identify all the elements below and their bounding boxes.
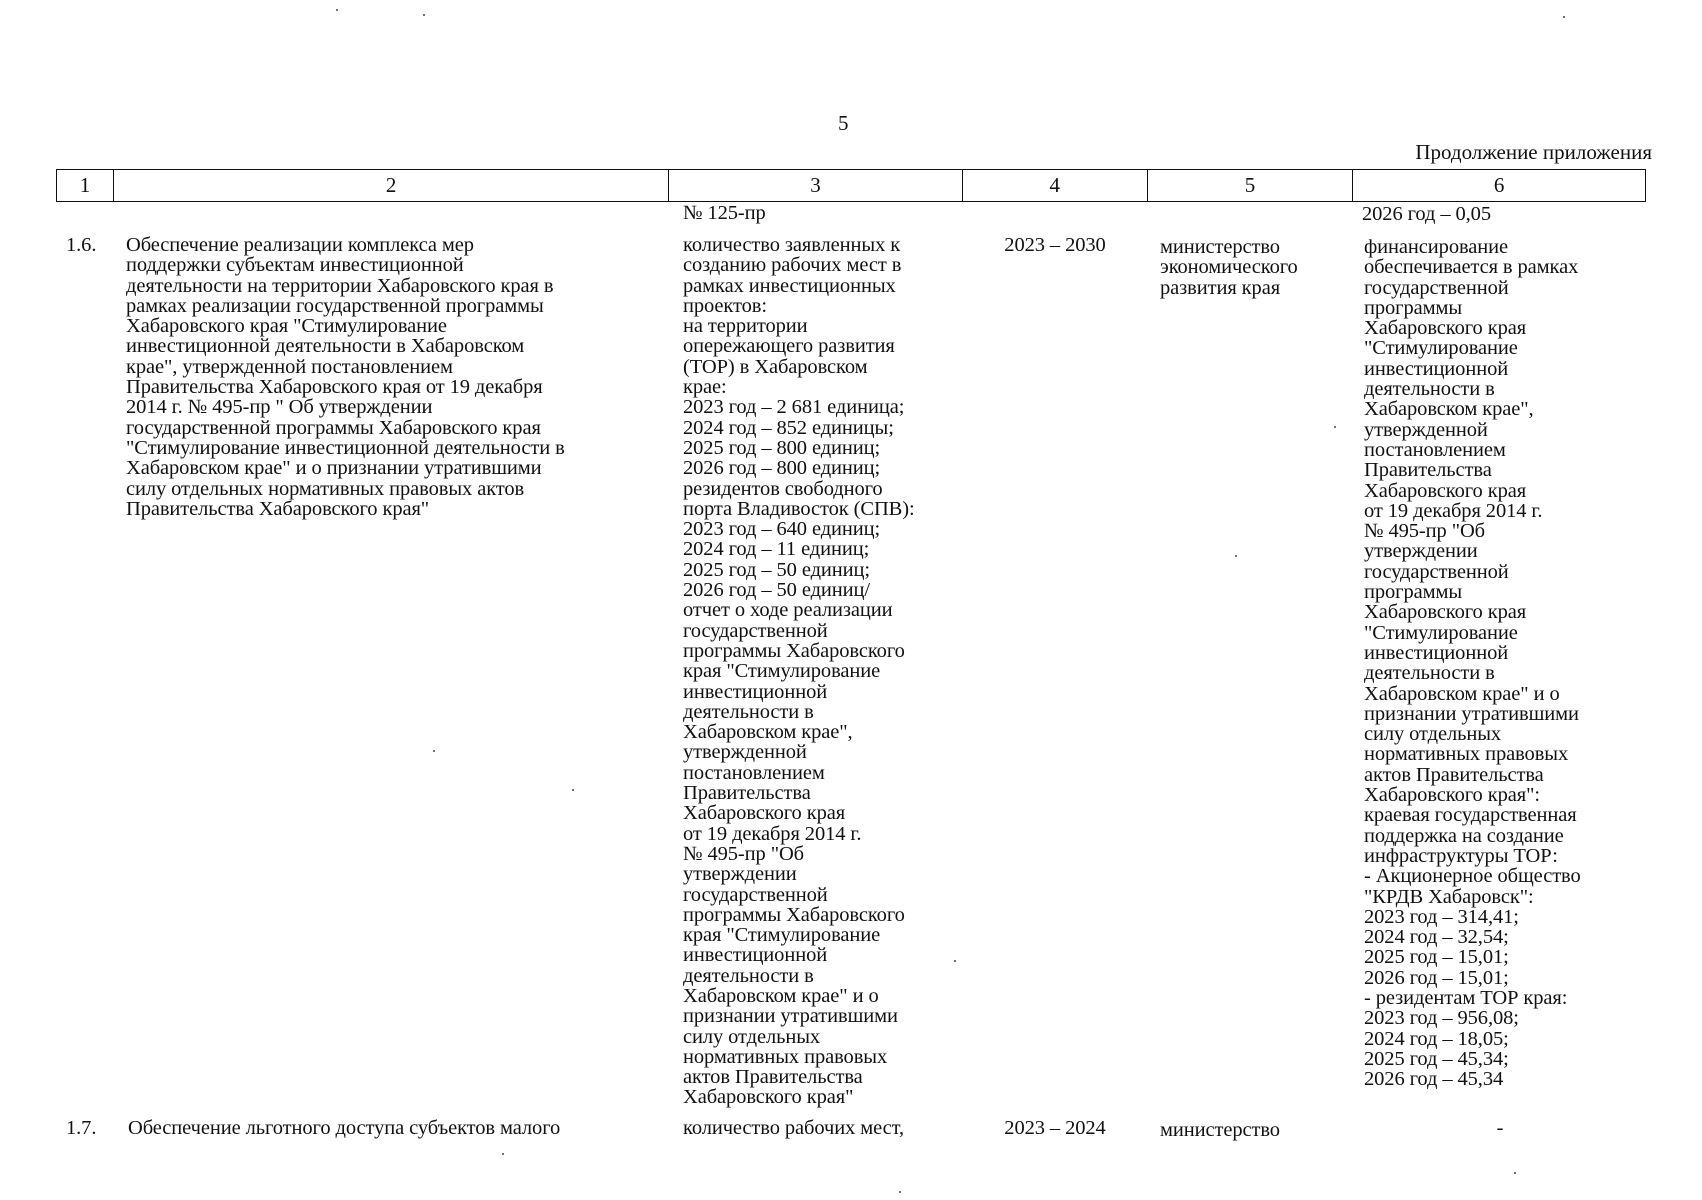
row-1-6-indicator: количество заявленных к созданию рабочих мест в рамках инвестиционных проектов: на территории опережающего развития (ТОР) в Хабаровском крае: 2023 год – 2 681 единица; 2024 год – 852 единицы; 2025 год – 800 единиц; 2026 год – 800 единиц; резидентов свободного порта Владивосток (СПВ): 2023 год – 640 единиц; 2024 год – 11 единиц; 2025 год – 50 единиц; 2026 год – 50 единиц/ отчет о ходе реализации государственной программы Хабаровского края "Стимулирование инвестиционной деятельности в Хабаровском крае", утвержденной постановлением Правительства Хабаровского края от 19 декабря 2014 г. № 495-пр "Об утверждении государственной программы Хабаровского края "Стимулирование инвестиционной деятельности в Хабаровском крае" и о признании утратившими силу отдельных нормативных правовых актов Правительства Хабаровского края": [683, 234, 915, 1109]
scan-speck: [899, 1191, 901, 1193]
column-header-5: 5: [1148, 170, 1354, 201]
scan-speck: [433, 750, 435, 752]
scan-speck: [1563, 16, 1565, 18]
row-1-7-period: 2023 – 2024: [1004, 1117, 1106, 1139]
table-header-row: [56, 169, 1646, 202]
row-1-6-measure: Обеспечение реализации комплекса мер поддержки субъектам инвестиционной деятельности на территории Хабаровского края в рамках реализации государственной программы Хабаровского края "Стимулирование инвестиционной деятельности в Хабаровском крае", утвержденной постановлением Правительства Хабаровского края от 19 декабря 2014 г. № 495-пр " Об утверждении государственной программы Хабаровского края "Стимулирование инвестиционной деятельности в Хабаровском крае" и о признании утратившими силу отдельных нормативных правовых актов Правительства Хабаровского края": [126, 234, 565, 520]
carryover-col6: 2026 год – 0,05: [1362, 203, 1491, 225]
scan-speck: [1334, 426, 1336, 428]
continuation-label: Продолжение приложения: [1415, 140, 1652, 164]
page-number: 5: [838, 111, 849, 135]
row-1-7-executor: министерство: [1160, 1119, 1280, 1141]
row-1-6-executor: министерство экономического развития края: [1160, 236, 1298, 299]
row-1-7-indicator: количество рабочих мест,: [683, 1117, 904, 1139]
row-1-6-period: 2023 – 2030: [1004, 234, 1106, 256]
scan-speck: [1514, 1172, 1516, 1174]
scan-speck: [423, 14, 425, 16]
column-header-3: 3: [669, 170, 963, 201]
row-1-6-financing: финансирование обеспечивается в рамках государственной программы Хабаровского края "Стимулирование инвестиционной деятельности в Хабаровском крае", утвержденной постановлением Правительства Хабаровского края от 19 декабря 2014 г. № 495-пр "Об утверждении государственной программы Хабаровского края "Стимулирование инвестиционной деятельности в Хабаровском крае" и о признании утратившими силу отдельных нормативных правовых актов Правительства Хабаровского края": краевая государственная поддержка на создание инфраструктуры ТОР: - Акционерное общество "КРДВ Хабаровск": 2023 год – 314,41; 2024 год – 32,54; 2025 год – 15,01; 2026 год – 15,01; - резидентам ТОР края: 2023 год – 956,08; 2024 год – 18,05; 2025 год – 45,34; 2026 год – 45,34: [1364, 236, 1581, 1091]
column-header-2: 2: [114, 170, 669, 201]
scan-speck: [336, 9, 338, 11]
carryover-col3: № 125-пр: [683, 202, 766, 224]
column-header-1: 1: [57, 170, 114, 201]
scan-speck: [502, 1153, 504, 1155]
column-header-4: 4: [963, 170, 1148, 201]
row-1-7-number: 1.7.: [66, 1117, 97, 1139]
scan-speck: [954, 960, 956, 962]
column-header-6: 6: [1493, 173, 1505, 197]
row-1-7-financing: -: [1496, 1117, 1504, 1139]
scan-speck: [572, 789, 574, 791]
scan-speck: [1235, 555, 1237, 557]
row-1-7-measure: Обеспечение льготного доступа субъектов малого: [128, 1117, 561, 1139]
row-1-6-number: 1.6.: [66, 234, 97, 256]
